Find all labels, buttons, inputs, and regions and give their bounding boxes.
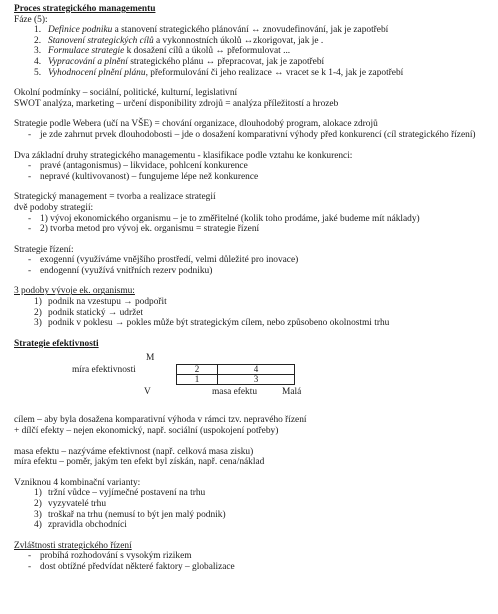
list-item: 1) tržní vůdce – vyjímečné postavení na trhu (34, 488, 206, 499)
list-item: 3) podnik v poklesu → pokles může být strategickým cílem, nebo způsobeno okolnostmi trhu (34, 318, 390, 329)
efficiency-matrix (14, 349, 490, 415)
list-item: - endogenní (využívá vnitřních rezerv podniku) (28, 265, 213, 276)
axis-label-mira: míra efektivnosti (72, 365, 136, 376)
matrix-cell: 3 (218, 375, 295, 385)
axis-label-m: M (146, 353, 155, 364)
axis-label-mala: Malá (282, 387, 302, 398)
paragraph-sm: Strategický management = tvorba a realizace strategií (14, 192, 216, 203)
list-item: - pravé (antagonismus) – likvidace, pohlcení konkurence (28, 161, 248, 172)
paragraph-zvlastnosti: Zvláštnosti strategického řízení (14, 540, 132, 551)
phases-header: Fáze (5): (14, 14, 48, 25)
matrix-cell: 4 (218, 365, 295, 375)
list-item: 3) troškař na trhu (nemusí to být jen malý podnik) (34, 509, 226, 520)
list-item: 4. Vypracování a plnění strategického plánu ↔ přepracovat, jak je zapotřebí (34, 56, 325, 67)
list-item: 2. Stanovení strategických cílů a vykonnostních úkolů ↔zkorigovat, jak je . (34, 35, 324, 46)
list-item: - nepravé (kultivovanost) – fungujeme lépe než konkurence (28, 171, 259, 182)
axis-label-masa: masa efektu (212, 387, 258, 398)
paragraph-dilci: + dílčí efekty – nejen ekonomický, např. sociální (uspokojení potřeby) (14, 426, 279, 437)
paragraph-masa: masa efektu – nazýváme efektivnost (např. celková masa zisku) (14, 446, 254, 457)
paragraph-dve: dvě podoby strategií: (14, 202, 94, 213)
list-item: - dost obtížné předvídat některé faktory – globalizace (28, 561, 235, 572)
list-item: - exogenní (využíváme vnějšího prostředí, velmi důležité pro inovace) (28, 255, 299, 266)
paragraph-swot: SWOT analýza, marketing – určení disponibility zdrojů = analýza příležitostí a hrozeb (14, 98, 339, 109)
list-item: 2) podnik statický → udržet (34, 307, 144, 318)
paragraph-weber: Strategie podle Webera (učí na VŠE) = chování organizace, dlouhodobý program, alokace zdrojů (14, 119, 378, 130)
list-item: - 2) tvorba metod pro vývoj ek. organismu = strategie řízení (28, 224, 260, 235)
matrix-table (176, 364, 295, 385)
list-item: 1. Definice podniku a stanovení strategického plánování ↔ znovudefinování, jak je zapotřebí (34, 25, 389, 36)
list-item: - je zde zahrnut prvek dlouhodobosti – jde o dosažení komparativní výhody před konkurencí (cíl strategického řízení) (28, 129, 476, 140)
matrix-cell: 1 (177, 375, 218, 385)
paragraph-vzniknou: Vzniknou 4 kombinační varianty: (14, 477, 141, 488)
paragraph-cilem: cílem – aby byla dosažena komparativní výhoda v rámci tzv. nepravého řízení (14, 415, 307, 426)
matrix-cell: 2 (177, 365, 218, 375)
list-item: 4) zpravidla obchodníci (34, 520, 127, 531)
axis-label-v: V (144, 387, 151, 398)
paragraph-mira: míra efektu – poměr, jakým ten efekt byl získán, např. cena/náklad (14, 457, 265, 468)
paragraph-3podoby: 3 podoby vývoje ek. organismu: (14, 286, 135, 297)
list-item: - probíhá rozhodování s vysokým rizikem (28, 551, 192, 562)
list-item: - 1) vývoj ekonomického organismu – je to změřitelné (kolik toho prodáme, jaké budeme mít náklady) (28, 213, 420, 224)
list-item: 3. Formulace strategie k dosažení cílů a úkolů ↔ přeformulovat ... (34, 46, 291, 57)
paragraph-druhy: Dva základní druhy strategického managementu - klasifikace podle vztahu ke konkurenci: (14, 150, 353, 161)
efficiency-title: Strategie efektivnosti (14, 338, 99, 349)
paragraph-rizeni: Strategie řízení: (14, 244, 74, 255)
paragraph-okolni: Okolní podmínky – sociální, politické, kulturní, legislativní (14, 88, 238, 99)
document-title: Proces strategického managementu (14, 4, 156, 14)
list-item: 2) vyzyvatelé trhu (34, 499, 107, 509)
list-item: 5. Vyhodnocení plnění plánu, přeformulování či jeho realizace ↔ vracet se k 1-4, jak je zapotřebí (34, 67, 404, 78)
list-item: 1) podnik na vzestupu → podpořit (34, 297, 167, 308)
phases-list (14, 25, 490, 78)
